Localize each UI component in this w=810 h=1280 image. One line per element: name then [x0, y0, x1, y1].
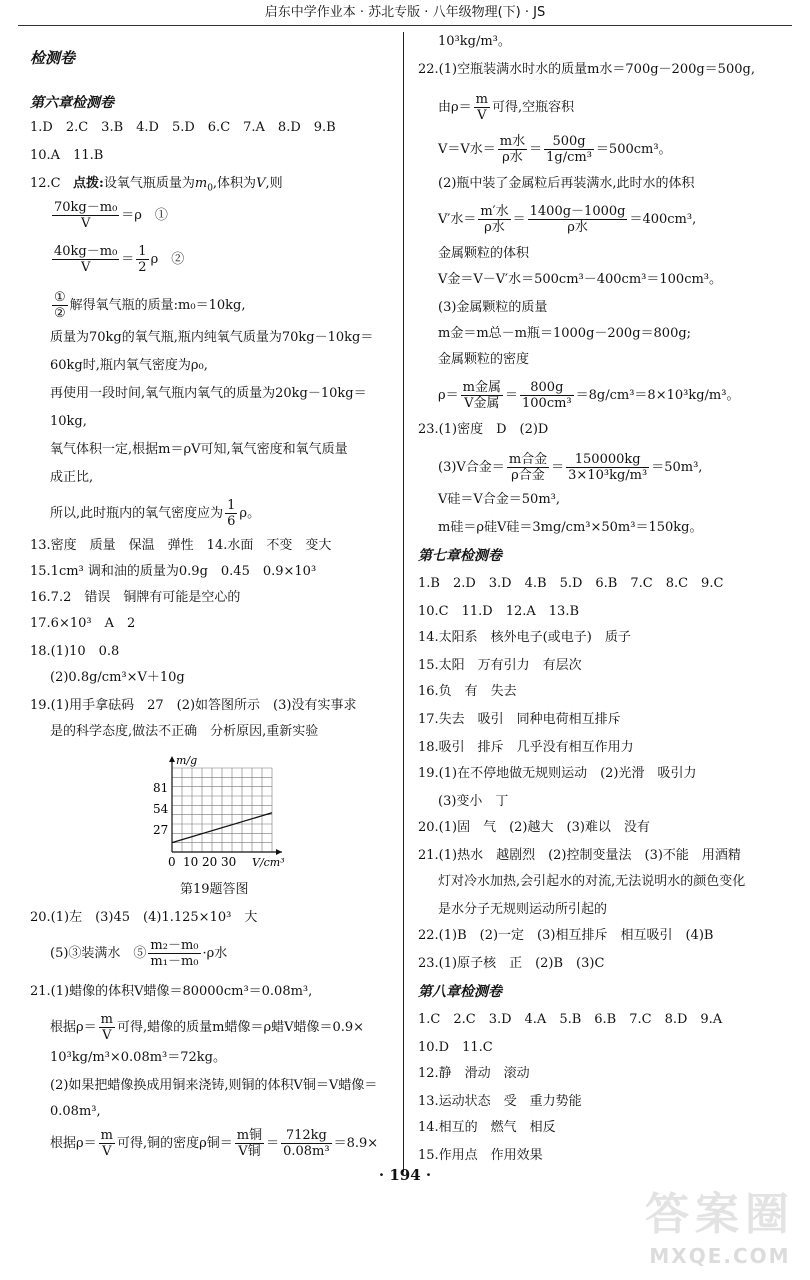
answer-line: 金属颗粒的密度 — [438, 352, 530, 367]
answer-line: 10³kg/m³。 — [438, 34, 511, 49]
chapter7-heading: 第七章检测卷 — [418, 548, 502, 564]
answer-line: 19.(1)用手拿砝码 27 (2)如答图所示 (3)没有实事求 — [30, 698, 357, 713]
q12-text: ,体积为 — [212, 176, 257, 191]
answer-line: 是水分子无规则运动所引起的 — [438, 902, 608, 917]
answer-line: m硅＝ρ硅V硅＝3mg/cm³×50m³＝150kg。 — [438, 520, 703, 535]
graph-grid — [172, 768, 272, 852]
answer-line: 质量为70kg的氧气瓶,瓶内纯氧气质量为70kg－10kg＝ — [50, 330, 374, 345]
fraction: $\frac{\text{①}}{\text{②}}$ — [54, 290, 66, 321]
answer-line: 18.吸引 排斥 几乎没有相互作用力 — [418, 740, 634, 755]
answer-line: 15.1cm³ 调和油的质量为0.9g 0.45 0.9×10³ — [30, 564, 317, 579]
answer-line: 60kg时,瓶内氧气密度为ρ₀, — [50, 358, 208, 373]
answer-line: 是的科学态度,做法不正确 分析原因,重新实验 — [50, 724, 319, 739]
answer-line: 根据ρ＝ $\frac{m}{V}$ 可得,蜡像的质量m蜡像＝ρ蜡V蜡像＝0.9× — [50, 1012, 365, 1043]
fraction: $\frac{1400g-1000g}{\text{ρ水}}$ — [529, 204, 626, 235]
answer-line: (3)变小 丁 — [438, 794, 509, 809]
fraction: $\frac{\text{m₂－m₀}}{\text{m₁－m₀}}$ — [150, 938, 199, 969]
answer-line: 12.静 滑动 滚动 — [418, 1066, 530, 1081]
q12-text: 设氧气瓶质量为 — [103, 176, 195, 191]
chapter6-heading: 第六章检测卷 — [30, 95, 114, 111]
page-number: · 194 · — [378, 1166, 432, 1184]
header-title: 启东中学作业本 · 苏北专版 · 八年级物理(下) · JS — [264, 5, 546, 20]
answer-line: 16.7.2 错误 铜牌有可能是空心的 — [30, 590, 241, 605]
answer-line: 23.(1)原子核 正 (2)B (3)C — [418, 956, 605, 971]
x-tick: 10 — [183, 855, 199, 869]
x-tick: 30 — [221, 855, 237, 869]
answer-line: 由ρ＝ $\frac{m}{V}$ 可得,空瓶容积 — [438, 92, 575, 123]
fraction: $\frac{712kg}{\text{0.08m³}}$ — [283, 1128, 330, 1159]
answer-line: 17.6×10³ A 2 — [30, 616, 136, 631]
y-tick: 54 — [153, 802, 169, 816]
answer-line: V硅＝V合金＝50m³, — [438, 492, 560, 507]
fraction: $\frac{\text{m水}}{\text{ρ水}}$ — [499, 134, 526, 165]
y-axis-arrow — [169, 756, 175, 762]
fraction: $\frac{\text{m合金}}{\text{ρ合金}}$ — [508, 452, 548, 483]
answer-line: V金＝V－V′水＝500cm³－400cm³＝100cm³。 — [438, 272, 723, 287]
fraction: $\frac{\text{m铜}}{\text{V铜}}$ — [236, 1128, 263, 1159]
answer-line: 10³kg/m³×0.08m³＝72kg。 — [50, 1050, 226, 1065]
watermark-url: MXQE.COM — [649, 1244, 791, 1268]
answer-line: 16.负 有 失去 — [418, 684, 517, 699]
chapter8-heading: 第八章检测卷 — [418, 984, 502, 1000]
answer-line: 根据ρ＝ $\frac{m}{V}$ 可得,铜的密度ρ铜＝ $\frac{\text{m铜}}{\text{V铜}}$ ＝ $\frac{712kg}{\text{0.08m³}}$ ＝8.9× — [50, 1128, 379, 1159]
answer-line: ρ＝ $\frac{\text{m金属}}{\text{V金属}}$ ＝ $\frac{800g}{\text{100cm³}}$ ＝8g/cm³＝8×10³kg/m³。 — [438, 380, 740, 411]
fraction: $\frac{\text{40kg－m₀}}{V}$ — [54, 244, 118, 275]
answer-line: 10.C 11.D 12.A 13.B — [418, 604, 580, 619]
y-tick: 81 — [153, 781, 169, 795]
fraction: $\frac{1}{6}$ — [227, 498, 236, 529]
answer-line: 灯对冷水加热,会引起水的对流,无法说明水的颜色变化 — [438, 874, 746, 889]
answer-line: 19.(1)在不停地做无规则运动 (2)光滑 吸引力 — [418, 766, 697, 781]
answer-line: m金＝m总－m瓶＝1000g－200g＝800g; — [438, 326, 692, 341]
answer-line: 所以,此时瓶内的氧气密度应为 $\frac{1}{6}$ ρ。 — [50, 498, 261, 529]
fraction: $\frac{150000kg}{\text{3×10³kg/m³}}$ — [568, 452, 648, 483]
answer-line: 21.(1)蜡像的体积V蜡像＝80000cm³＝0.08m³, — [30, 984, 313, 999]
answer-line: (2)0.8g/cm³×V＋10g — [50, 670, 185, 685]
equation-1: $\frac{\text{70kg－m₀}}{V}$ ＝ρ ① — [54, 200, 168, 231]
x-tick: 20 — [202, 855, 218, 869]
section-title: 检测卷 — [30, 49, 76, 67]
answer-line: 成正比, — [50, 470, 94, 485]
answer-line: 20.(1)左 (3)45 (4)1.125×10³ 大 — [30, 910, 258, 925]
answer-line: 0.08m³, — [50, 1104, 101, 1119]
q12-text: ,则 — [265, 176, 283, 191]
x-axis-label: V/cm³ — [252, 856, 285, 869]
answer-line: 15.作用点 作用效果 — [418, 1148, 543, 1163]
answer-line: 1.D 2.C 3.B 4.D 5.D 6.C 7.A 8.D 9.B — [30, 120, 336, 135]
y-axis-label: m/g — [176, 754, 198, 767]
answer-line: V＝V水＝ $\frac{\text{m水}}{\text{ρ水}}$ ＝ $\frac{500g}{\text{1g/cm³}}$ ＝500cm³。 — [438, 134, 672, 165]
fraction: $\frac{500g}{\text{1g/cm³}}$ — [546, 134, 592, 165]
answer-line: 20.(1)固 气 (2)越大 (3)难以 没有 — [418, 820, 650, 835]
answer-line: 12.C 点拨:设氧气瓶质量为$m_0$,体积为V,则 — [30, 176, 283, 194]
x-axis-arrow — [276, 849, 282, 855]
x-tick: 0 — [168, 855, 176, 869]
y-tick: 27 — [153, 823, 169, 837]
answer-line: 再使用一段时间,氧气瓶内氧气的质量为20kg－10kg＝ — [50, 386, 367, 401]
fraction: $\frac{\text{m金属}}{\text{V金属}}$ — [462, 380, 501, 411]
column-divider — [403, 32, 404, 1172]
fraction: $\frac{m}{V}$ — [100, 1012, 113, 1043]
answer-line: (2)如果把蜡像换成用铜来浇铸,则铜的体积V铜＝V蜡像＝ — [50, 1078, 378, 1093]
fraction: $\frac{800g}{\text{100cm³}}$ — [522, 380, 572, 411]
answer-line: 14.太阳系 核外电子(或电子) 质子 — [418, 630, 631, 645]
answer-line: 23.(1)密度 D (2)D — [418, 422, 549, 437]
answer-line: 22.(1)空瓶装满水时水的质量m水＝700g－200g＝500g, — [418, 62, 755, 77]
watermark-text: 答案圈 — [645, 1189, 795, 1240]
answer-line: 10.A 11.B — [30, 148, 104, 163]
answer-line: 金属颗粒的体积 — [438, 246, 530, 261]
q12-head: 12.C — [30, 176, 61, 191]
answer-line: 15.太阳 万有引力 有层次 — [418, 658, 582, 673]
answer-line: $\frac{\text{①}}{\text{②}}$ 解得氧气瓶的质量:m₀＝10kg, — [54, 290, 246, 321]
answer-line: 13.密度 质量 保温 弹性 14.水面 不变 变大 — [30, 538, 332, 553]
answer-line: 18.(1)10 0.8 — [30, 644, 120, 659]
answer-line: (3)V合金＝ $\frac{\text{m合金}}{\text{ρ合金}}$ ＝ $\frac{150000kg}{\text{3×10³kg/m³}}$ ＝50m³, — [438, 452, 703, 483]
answer-line: 22.(1)B (2)一定 (3)相互排斥 相互吸引 (4)B — [418, 928, 714, 943]
graph-caption: 第19题答图 — [180, 882, 249, 897]
answer-line: (3)金属颗粒的质量 — [438, 300, 548, 315]
answer-line: V′水＝ $\frac{\text{m′水}}{\text{ρ水}}$ ＝ $\frac{1400g-1000g}{\text{ρ水}}$ ＝400cm³, — [438, 204, 697, 235]
answer-line: 17.失去 吸引 同种电荷相互排斥 — [418, 712, 621, 727]
fraction: $\frac{m}{V}$ — [100, 1128, 113, 1159]
answer-line: 21.(1)热水 越剧烈 (2)控制变量法 (3)不能 用酒精 — [418, 848, 741, 863]
answer-line: 10kg, — [50, 414, 87, 429]
page-header — [0, 0, 810, 26]
answer-line: (2)瓶中装了金属粒后再装满水,此时水的体积 — [438, 176, 695, 191]
answer-line: 10.D 11.C — [418, 1040, 493, 1055]
fraction: $\frac{\text{m′水}}{\text{ρ水}}$ — [480, 204, 509, 235]
fraction: $\frac{\text{70kg－m₀}}{V}$ — [54, 200, 118, 231]
answer-line: 13.运动状态 受 重力势能 — [418, 1094, 582, 1109]
fraction: $\frac{1}{2}$ — [138, 244, 147, 275]
equation-2: $\frac{\text{40kg－m₀}}{V}$ ＝ $\frac{1}{2}$ ρ ② — [54, 244, 185, 275]
answer-line: 14.相互的 燃气 相反 — [418, 1120, 556, 1135]
answer-line: 1.C 2.C 3.D 4.A 5.B 6.B 7.C 8.D 9.A — [418, 1012, 723, 1027]
watermark-logo — [638, 1178, 802, 1274]
q12-tip: 点拨: — [73, 176, 104, 191]
header-rule — [18, 25, 792, 26]
q19-graph — [152, 752, 292, 872]
answer-line: 氧气体积一定,根据m＝ρV可知,氧气密度和氧气质量 — [50, 442, 348, 457]
answer-line: (5)③装满水 ⑤ $\frac{\text{m₂－m₀}}{\text{m₁－m₀}}$ ·ρ水 — [50, 938, 228, 969]
fraction: $\frac{m}{V}$ — [475, 92, 488, 123]
answer-line: 1.B 2.D 3.D 4.B 5.D 6.B 7.C 8.C 9.C — [418, 576, 724, 591]
